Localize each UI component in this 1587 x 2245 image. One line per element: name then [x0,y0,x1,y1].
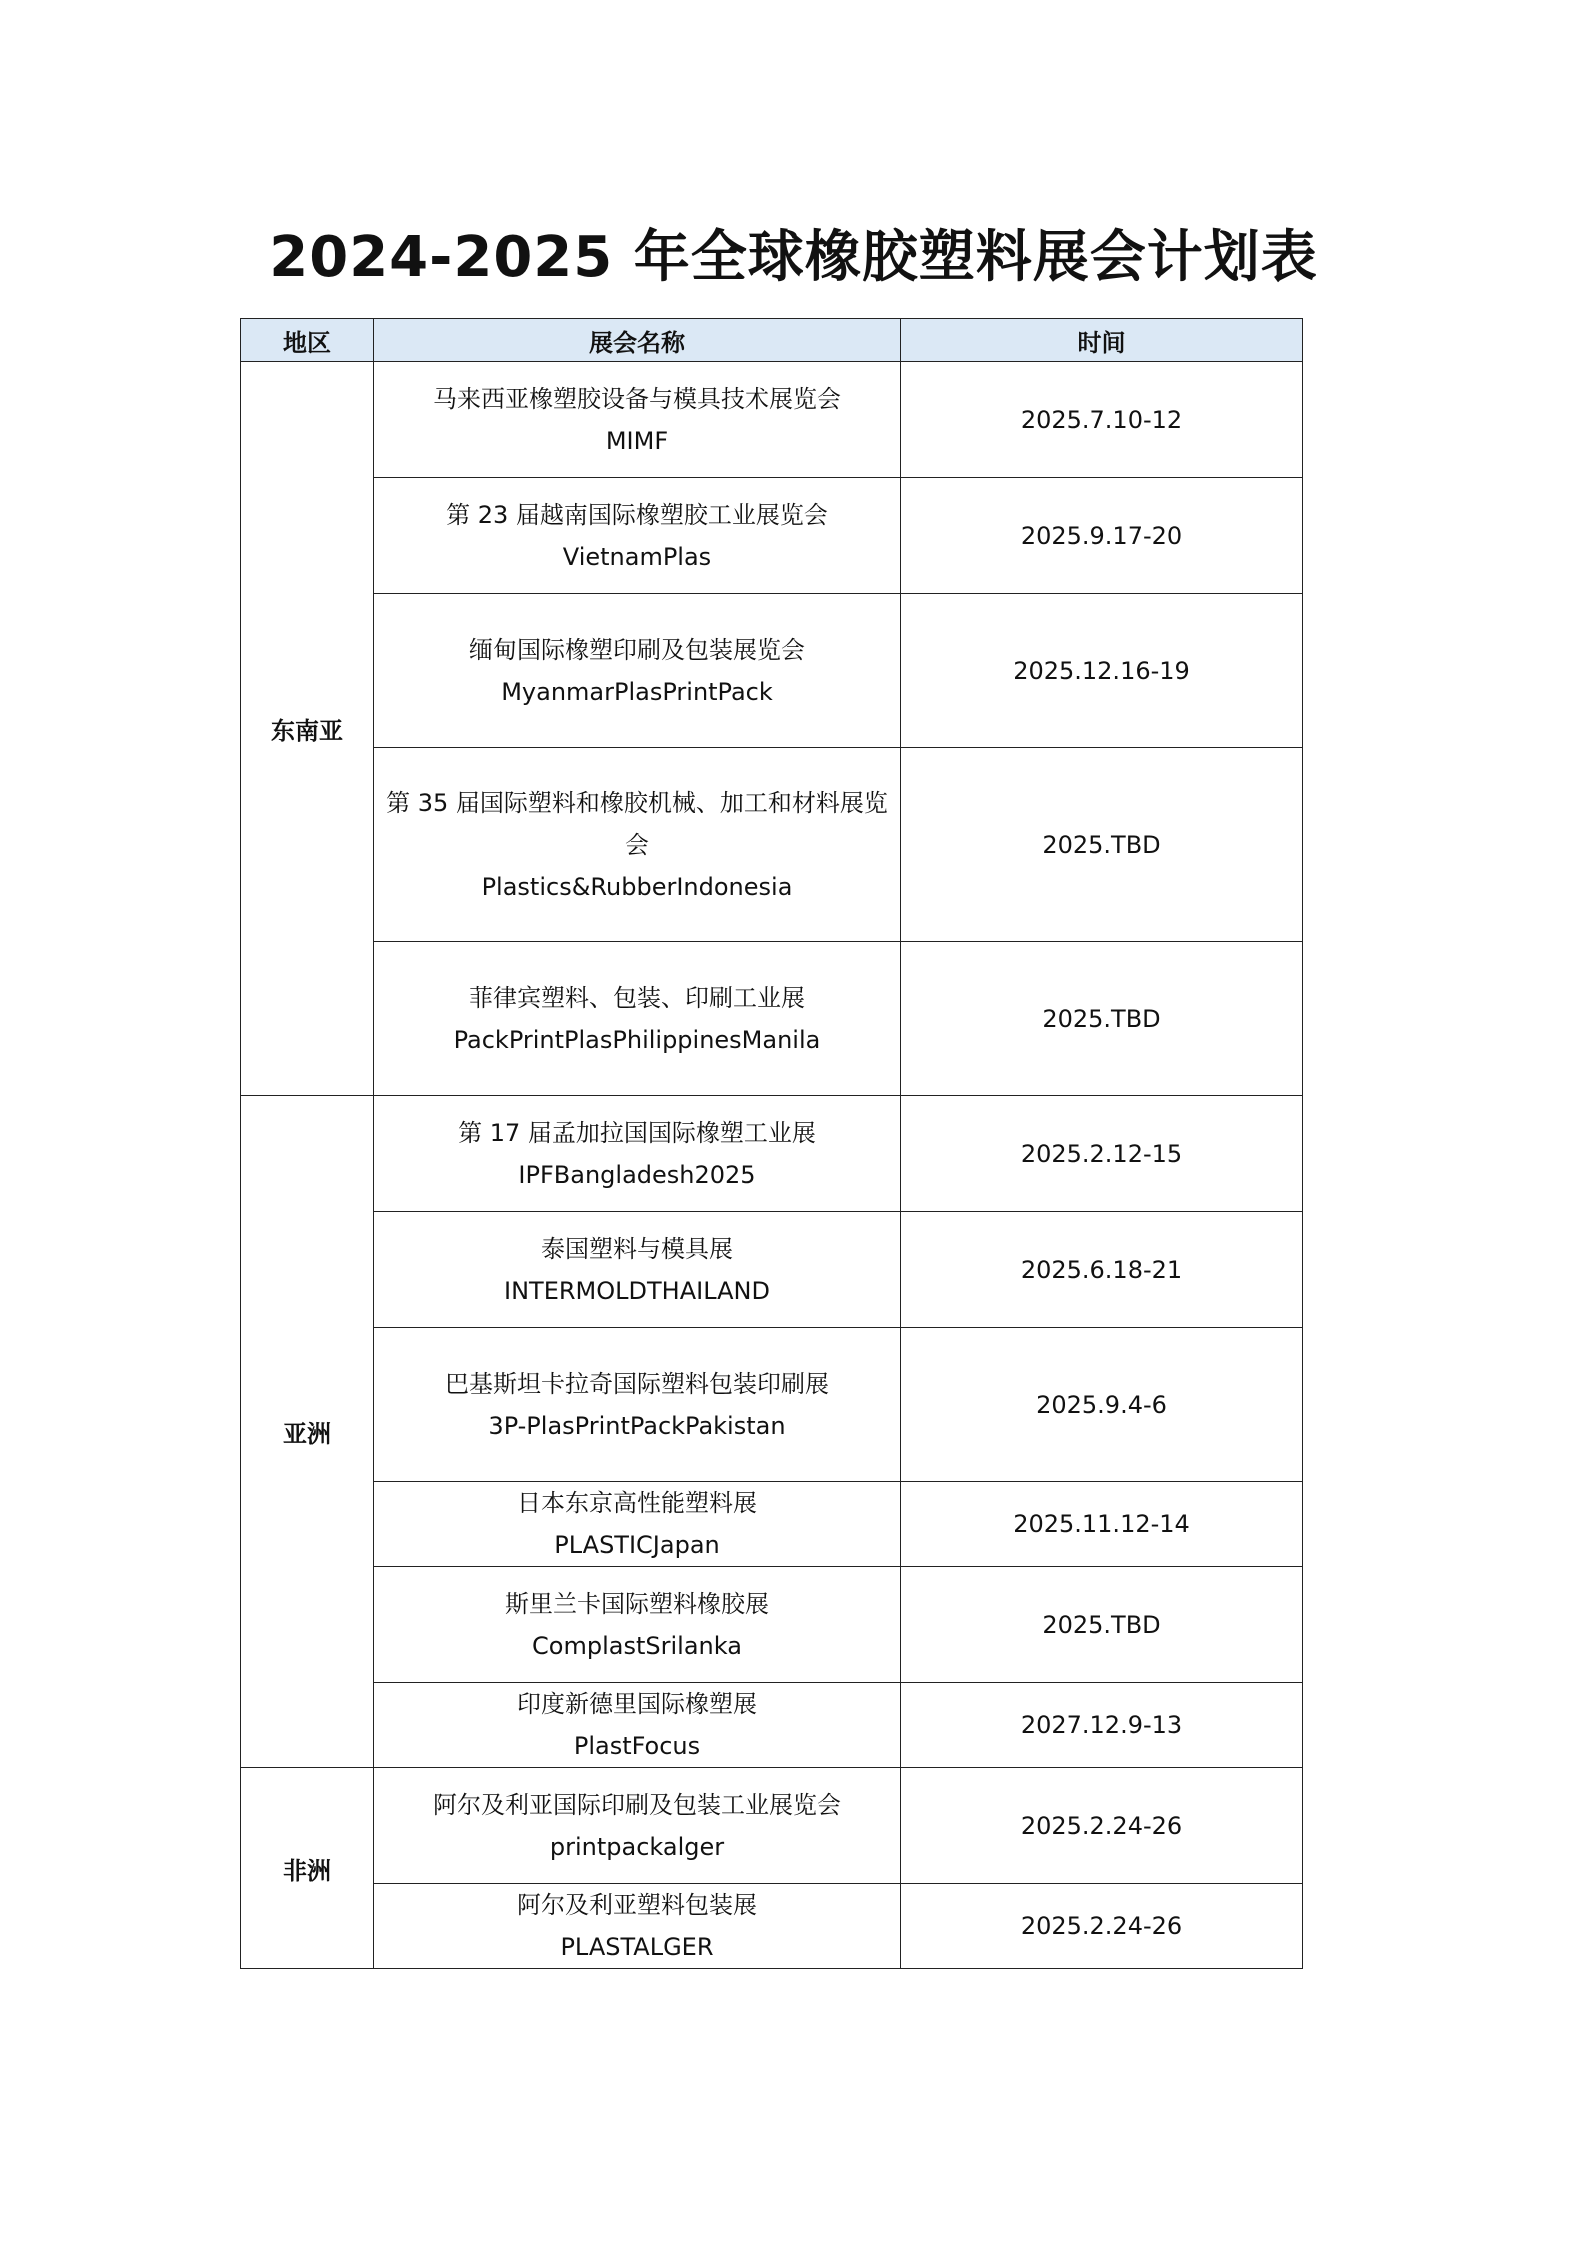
exhibition-name-cn: 第 23 届越南国际橡塑胶工业展览会 [446,500,828,529]
exhibition-table [240,318,1303,1969]
exhibition-date: 2025.TBD [901,1567,1303,1683]
exhibition-name-cell [374,942,901,1096]
exhibition-name-cn: 泰国塑料与模具展 [541,1234,733,1263]
page-title: 2024-2025 年全球橡胶塑料展会计划表 [269,225,1318,290]
region-cell: 非洲 [241,1768,374,1969]
exhibition-name-cn: 菲律宾塑料、包装、印刷工业展 [469,983,805,1012]
region-cell: 亚洲 [241,1096,374,1768]
exhibition-name-cell [374,748,901,942]
header-time: 时间 [901,319,1303,362]
exhibition-date: 2025.7.10-12 [901,362,1303,478]
exhibition-name-cn: 斯里兰卡国际塑料橡胶展 [505,1589,769,1618]
exhibition-name-cn: 印度新德里国际橡塑展 [517,1690,757,1718]
table-row [241,1884,1303,1969]
exhibition-name-cn: 阿尔及利亚塑料包装展 [517,1891,757,1919]
exhibition-date: 2025.9.17-20 [901,478,1303,594]
exhibition-date: 2025.6.18-21 [901,1212,1303,1328]
exhibition-name-cell [374,594,901,748]
exhibition-name-cn: 第 17 届孟加拉国国际橡塑工业展 [458,1118,816,1147]
table-row [241,362,1303,478]
exhibition-date: 2025.11.12-14 [901,1482,1303,1567]
exhibition-name-en: MIMF [605,426,669,455]
table-row [241,942,1303,1096]
exhibition-date: 2025.2.24-26 [901,1768,1303,1884]
exhibition-name-en: PlastFocus [573,1732,701,1760]
exhibition-name-en: Plastics&RubberIndonesia [481,872,793,901]
table-row [241,1567,1303,1683]
exhibition-name-en: INTERMOLDTHAILAND [504,1276,770,1305]
exhibition-name-cell [374,1683,901,1768]
table-row [241,478,1303,594]
table-row [241,1096,1303,1212]
exhibition-name-cn: 第 35 届国际塑料和橡胶机械、加工和材料展览会 [386,788,888,859]
exhibition-date: 2025.2.24-26 [901,1884,1303,1969]
exhibition-name-en: 3P-PlasPrintPackPakistan [488,1411,786,1440]
exhibition-date: 2027.12.9-13 [901,1683,1303,1768]
exhibition-date: 2025.TBD [901,748,1303,942]
table-header-row [241,319,1303,362]
table-row [241,1683,1303,1768]
table-row [241,594,1303,748]
table-row [241,1212,1303,1328]
exhibition-name-en: printpackalger [549,1832,725,1861]
exhibition-name-cn: 日本东京高性能塑料展 [517,1489,757,1517]
exhibition-name-cell [374,1328,901,1482]
exhibition-name-cn: 巴基斯坦卡拉奇国际塑料包装印刷展 [445,1369,829,1398]
exhibition-date: 2025.9.4-6 [901,1328,1303,1482]
exhibition-name-cell [374,1096,901,1212]
header-region: 地区 [241,319,374,362]
exhibition-name-en: PackPrintPlasPhilippinesManila [453,1025,821,1054]
table-row [241,1768,1303,1884]
exhibition-name-cn: 阿尔及利亚国际印刷及包装工业展览会 [433,1790,841,1819]
exhibition-name-cell [374,1567,901,1683]
region-cell: 东南亚 [241,362,374,1096]
exhibition-name-en: VietnamPlas [562,542,712,571]
exhibition-name-cell [374,362,901,478]
exhibition-name-cell [374,1768,901,1884]
exhibition-date: 2025.2.12-15 [901,1096,1303,1212]
table-row [241,748,1303,942]
exhibition-name-cn: 马来西亚橡塑胶设备与模具技术展览会 [433,384,841,413]
exhibition-date: 2025.TBD [901,942,1303,1096]
table-row [241,1328,1303,1482]
exhibition-name-cn: 缅甸国际橡塑印刷及包装展览会 [469,635,805,664]
table-row [241,1482,1303,1567]
exhibition-name-en: PLASTALGER [560,1933,714,1961]
exhibition-name-en: PLASTICJapan [554,1531,720,1559]
exhibition-name-cell [374,1884,901,1969]
header-name: 展会名称 [374,319,901,362]
exhibition-name-en: IPFBangladesh2025 [518,1160,756,1189]
exhibition-date: 2025.12.16-19 [901,594,1303,748]
exhibition-name-cell [374,1212,901,1328]
exhibition-name-cell [374,478,901,594]
exhibition-name-cell [374,1482,901,1567]
exhibition-name-en: MyanmarPlasPrintPack [501,677,773,706]
exhibition-name-en: ComplastSrilanka [532,1631,742,1660]
